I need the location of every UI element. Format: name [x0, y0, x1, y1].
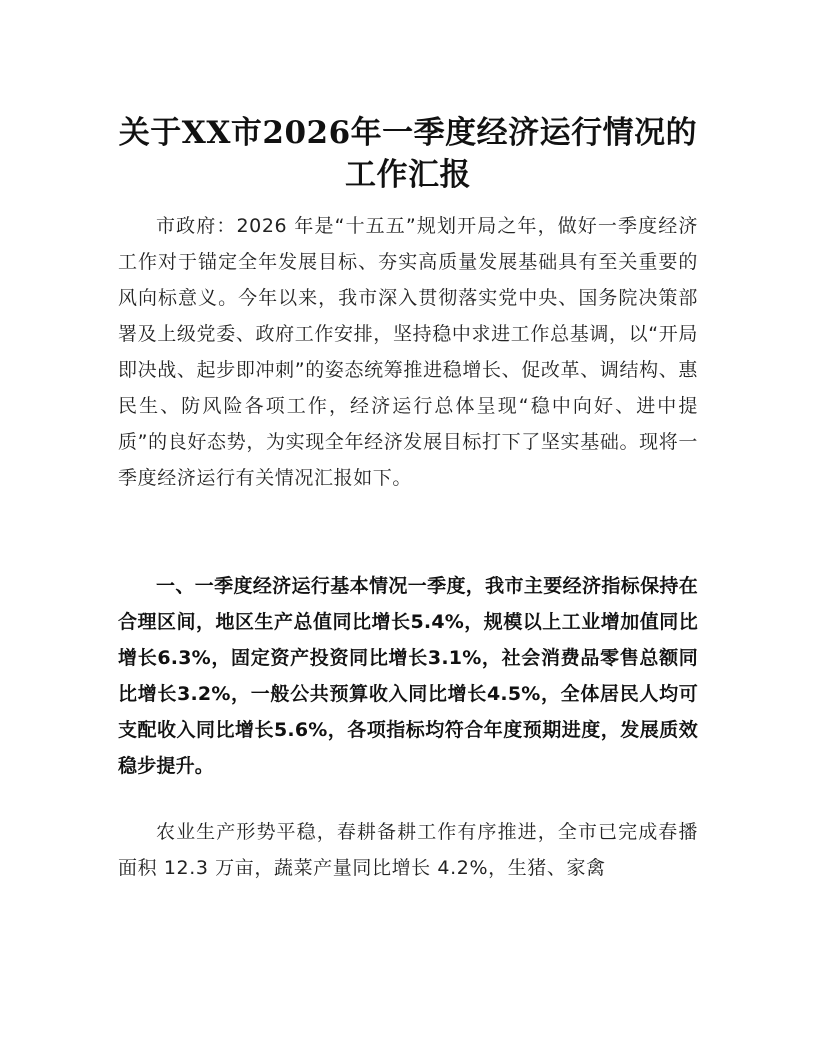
- paragraph-intro: 市政府：2026 年是“十五五”规划开局之年，做好一季度经济工作对于锚定全年发展目标、夯实高质量发展基础具有至关重要的风向标意义。今年以来，我市深入贯彻落实党中央、国务院决策部署及上级党委、政府工作安排，坚持稳中求进工作总基调，以“开局即决战、起步即冲刺”的姿态统筹推进稳增长、促改革、调结构、惠民生、防风险各项工作，经济运行总体呈现“稳中向好、进中提质”的良好态势，为实现全年经济发展目标打下了坚实基础。现将一季度经济运行有关情况汇报如下。: [118, 215, 698, 489]
- paragraph-section-heading: 一、一季度经济运行基本情况一季度，我市主要经济指标保持在合理区间，地区生产总值同比增长5.4%，规模以上工业增加值同比增长6.3%，固定资产投资同比增长3.1%，社会消费品零售总额同比增长3.2%，一般公共预算收入同比增长4.5%，全体居民人均可支配收入同比增长5.6%，各项指标均符合年度预期进度，发展质效稳步提升。: [118, 575, 698, 777]
- document-title: 关于XX市2026年一季度经济运行情况的工作汇报: [118, 115, 698, 193]
- paragraph-agriculture: 农业生产形势平稳，春耕备耕工作有序推进，全市已完成春播面积 12.3 万亩，蔬菜产量同比增长 4.2%，生猪、家禽: [118, 821, 698, 879]
